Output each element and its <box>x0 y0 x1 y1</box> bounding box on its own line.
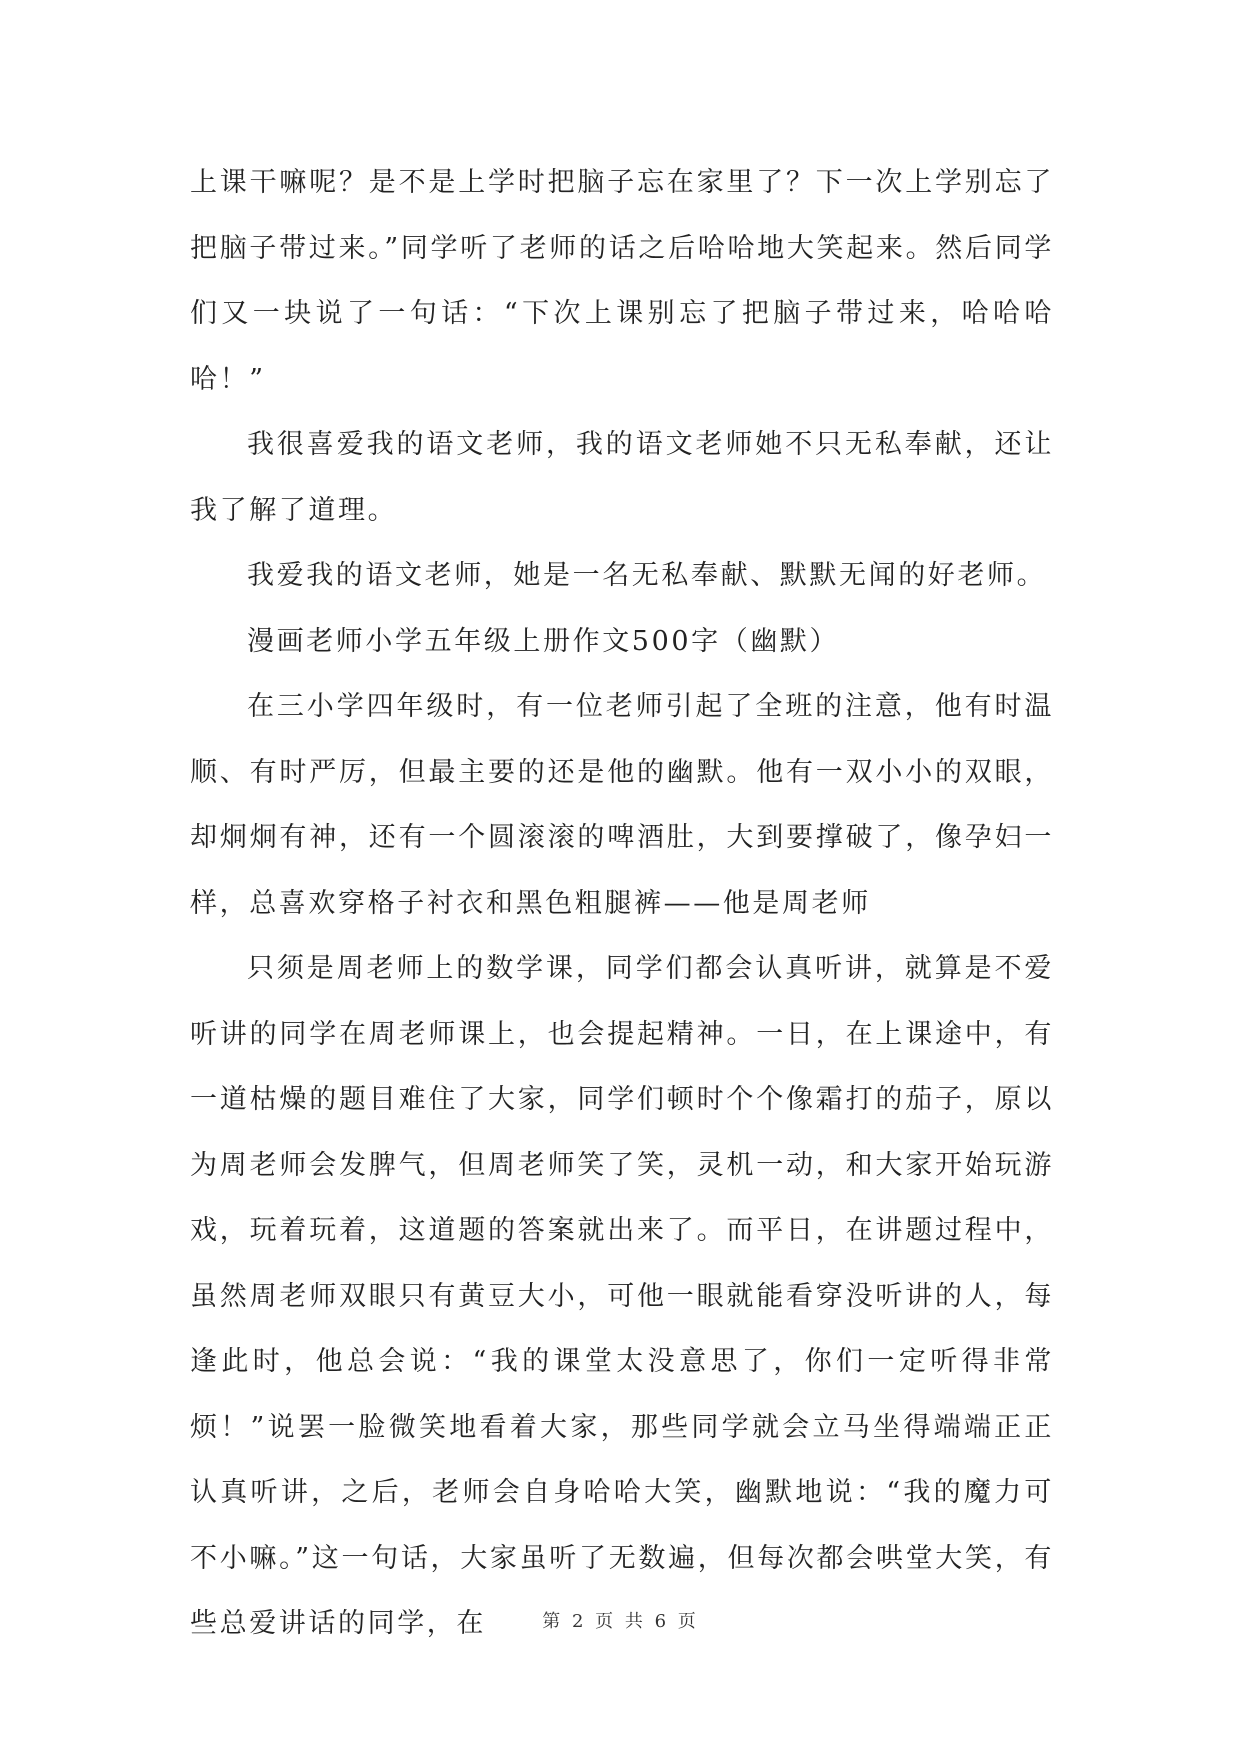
paragraph-1: 上课干嘛呢？是不是上学时把脑子忘在家里了？下一次上学别忘了把脑子带过来。”同学听了老师的话之后哈哈地大笑起来。然后同学们又一块说了一句话：“下次上课别忘了把脑子带过来，哈哈哈哈！” <box>190 167 1054 395</box>
document-body <box>190 150 1054 1657</box>
paragraph-6: 只须是周老师上的数学课，同学们都会认真听讲，就算是不爱听讲的同学在周老师课上，也会提起精神。一日，在上课途中，有一道枯燥的题目难住了大家，同学们顿时个个像霜打的茄子，原以为周老师会发脾气，但周老师笑了笑，灵机一动，和大家开始玩游戏，玩着玩着，这道题的答案就出来了。而平日，在讲题过程中，虽然周老师双眼只有黄豆大小，可他一眼就能看穿没听讲的人，每逢此时，他总会说：“我的课堂太没意思了，你们一定听得非常烦！”说罢一脸微笑地看着大家，那些同学就会立马坐得端端正正认真听讲，之后，老师会自身哈哈大笑，幽默地说：“我的魔力可不小嘛。”这一句话，大家虽听了无数遍，但每次都会哄堂大笑，有些总爱讲话的同学，在 <box>190 953 1054 1639</box>
page-number-footer: 第 2 页 共 6 页 <box>542 1611 699 1632</box>
paragraph-2: 我很喜爱我的语文老师，我的语文老师她不只无私奉献，还让我了解了道理。 <box>190 429 1054 526</box>
essay-title: 漫画老师小学五年级上册作文500字（幽默） <box>247 625 840 657</box>
paragraph-3: 我爱我的语文老师，她是一名无私奉献、默默无闻的好老师。 <box>247 560 1047 591</box>
paragraph-5: 在三小学四年级时，有一位老师引起了全班的注意，他有时温顺、有时严厉，但最主要的还是他的幽默。他有一双小小的双眼，却炯炯有神，还有一个圆滚滚的啤酒肚，大到要撑破了，像孕妇一样，总喜欢穿格子衬衣和黑色粗腿裤——他是周老师 <box>190 691 1054 919</box>
